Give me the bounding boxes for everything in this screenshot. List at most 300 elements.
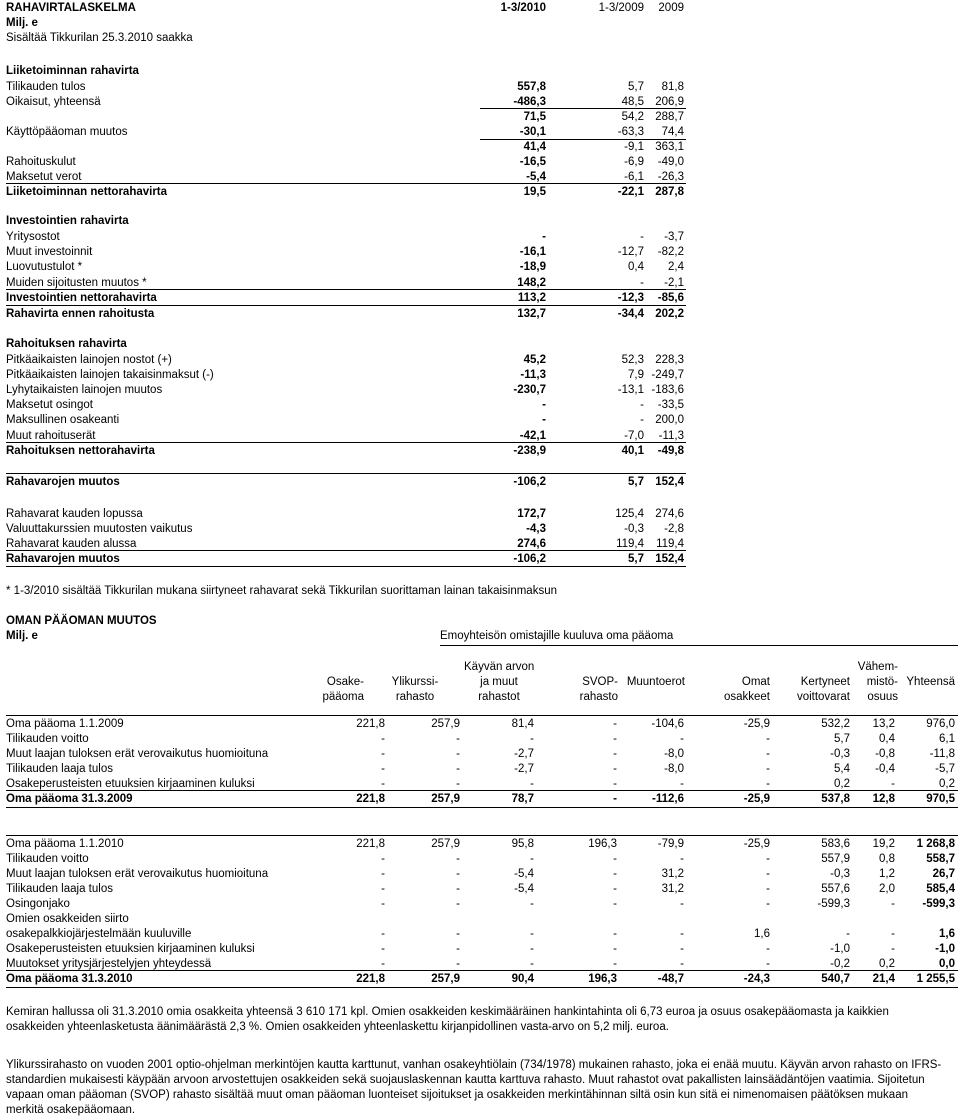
equity-cell: - [456, 943, 460, 955]
equity-cell: - [381, 733, 385, 745]
row-label: Muutokset yritysjärjestelyjen yhteydessä [6, 958, 212, 970]
row-label: Tilikauden tulos [6, 81, 86, 93]
value-2009q1: -13,1 [617, 384, 644, 396]
equity-cell: - [381, 853, 385, 865]
equity-cell: 0,2 [834, 778, 850, 790]
value-2009: 152,4 [655, 476, 684, 488]
equity-unit: Milj. e [6, 630, 38, 642]
equity-cell: 31,2 [661, 883, 684, 895]
equity-cell: -0,8 [875, 748, 895, 760]
row-label: Osakeperusteisten etuuksien kirjaaminen kuluksi [6, 778, 255, 790]
equity-cell: -0,3 [830, 748, 850, 760]
value-2010q1: 132,7 [517, 308, 546, 320]
value-2009q1: 7,9 [628, 369, 644, 381]
equity-cell: 5,7 [834, 733, 850, 745]
equity-row [0, 897, 960, 912]
value-2010q1: - [542, 414, 546, 426]
value-2009: 81,8 [661, 81, 684, 93]
value-2009q1: -22,1 [617, 186, 644, 198]
equity-group-header: Emoyhteisön omistajille kuuluva oma pääoma [440, 630, 674, 642]
row-label: Oma pääoma 1.1.2010 [6, 838, 124, 850]
cashflow-row [0, 230, 960, 245]
value-2009: 74,4 [661, 126, 684, 138]
report-note: Sisältää Tikkurilan 25.3.2010 saakka [6, 32, 193, 44]
value-2009q1: -34,4 [617, 308, 644, 320]
equity-cell: 583,6 [821, 838, 850, 850]
rule-line [6, 835, 958, 836]
value-2009: 206,9 [655, 96, 684, 108]
equity-cell: - [381, 898, 385, 910]
equity-cell: - [891, 778, 895, 790]
equity-column-header: SVOP- [582, 676, 618, 688]
value-2009: -33,5 [657, 399, 684, 411]
equity-cell: 585,4 [926, 883, 955, 895]
value-2009q1: - [640, 231, 644, 243]
row-label: Käyttöpääoman muutos [6, 126, 128, 138]
value-2009: 152,4 [655, 553, 684, 565]
equity-cell: 21,4 [872, 973, 895, 985]
equity-cell: 1 268,8 [916, 838, 955, 850]
equity-cell: - [456, 883, 460, 895]
value-2010q1: -106,2 [513, 553, 546, 565]
row-label: Tilikauden voitto [6, 733, 89, 745]
cashflow-row [0, 413, 960, 428]
equity-cell: 0,2 [939, 778, 955, 790]
equity-cell: 1,6 [754, 928, 770, 940]
equity-cell: -25,9 [743, 718, 770, 730]
row-label: Liiketoiminnan rahavirta [6, 65, 139, 77]
row-label: Lyhytaikaisten lainojen muutos [6, 384, 163, 396]
equity-cell: 221,8 [356, 838, 385, 850]
equity-cell: 557,6 [821, 883, 850, 895]
equity-cell: - [530, 928, 534, 940]
value-2009: 363,1 [655, 141, 684, 153]
equity-cell: -8,0 [664, 763, 684, 775]
value-2009: 287,8 [655, 186, 684, 198]
equity-column-header: Omat [741, 676, 770, 688]
cashflow-row [0, 353, 960, 368]
value-2009: 200,0 [655, 414, 684, 426]
report-title: RAHAVIRTALASKELMA [6, 2, 136, 14]
row-label: Rahoituksen rahavirta [6, 338, 127, 350]
equity-cell: - [456, 868, 460, 880]
value-2010q1: - [542, 399, 546, 411]
equity-column-header: Muuntoerot [626, 676, 685, 688]
equity-cell: 12,8 [872, 793, 895, 805]
rule-line [6, 715, 958, 716]
value-2009q1: -6,1 [624, 171, 644, 183]
cashflow-row [0, 110, 960, 125]
equity-row [0, 732, 960, 747]
row-label: Tilikauden voitto [6, 853, 89, 865]
equity-cell: - [530, 733, 534, 745]
equity-cell: - [456, 928, 460, 940]
row-label: Liiketoiminnan nettorahavirta [6, 186, 168, 198]
value-2009q1: 54,2 [621, 111, 644, 123]
equity-row [0, 837, 960, 852]
row-label: Omien osakkeiden siirto [6, 913, 129, 925]
equity-cell: 257,9 [431, 973, 460, 985]
cashflow-row [0, 155, 960, 170]
equity-cell: - [613, 868, 617, 880]
equity-cell: - [381, 928, 385, 940]
equity-cell: - [381, 958, 385, 970]
equity-cell: 2,0 [879, 883, 895, 895]
equity-cell: -79,9 [657, 838, 684, 850]
row-label: Maksetut osingot [6, 399, 93, 411]
value-2010q1: 45,2 [523, 354, 546, 366]
equity-cell: - [381, 943, 385, 955]
value-2009: 2,4 [668, 261, 684, 273]
value-2009q1: -7,0 [624, 430, 644, 442]
equity-cell: - [846, 928, 850, 940]
equity-row [0, 792, 960, 807]
equity-column-header: rahasto [579, 691, 618, 703]
equity-cell: - [680, 928, 684, 940]
value-2009q1: 125,4 [615, 508, 644, 520]
cashflow-footnote: * 1-3/2010 sisältää Tikkurilan mukana siirtyneet rahavarat sekä Tikkurilan suorittaman lainan takaisinmaksun [6, 585, 557, 597]
row-label: Oma pääoma 31.3.2009 [6, 793, 133, 805]
value-2010q1: -486,3 [513, 96, 546, 108]
value-2009q1: 40,1 [621, 445, 644, 457]
equity-cell: - [456, 763, 460, 775]
equity-cell: -8,0 [664, 748, 684, 760]
equity-cell: - [891, 943, 895, 955]
cashflow-row [0, 185, 960, 200]
equity-cell: - [381, 868, 385, 880]
cashflow-row [0, 64, 960, 79]
equity-cell: - [456, 958, 460, 970]
equity-cell: - [381, 778, 385, 790]
equity-cell: 221,8 [356, 793, 385, 805]
cashflow-row [0, 140, 960, 155]
value-2009q1: - [640, 277, 644, 289]
row-label: Investointien nettorahavirta [6, 292, 157, 304]
value-2010q1: -16,5 [519, 156, 546, 168]
value-2009: 119,4 [656, 538, 684, 550]
value-2009q1: - [640, 399, 644, 411]
equity-cell: - [613, 748, 617, 760]
row-label: Muut investoinnit [6, 246, 93, 258]
equity-cell: 257,9 [431, 793, 460, 805]
equity-cell: 537,8 [821, 793, 850, 805]
equity-column-header: osakkeet [723, 691, 770, 703]
value-2010q1: - [542, 231, 546, 243]
row-label: Oikaisut, yhteensä [6, 96, 101, 108]
row-label: Maksetut verot [6, 171, 82, 183]
value-2010q1: 113,2 [517, 292, 546, 304]
equity-cell: 0,4 [879, 733, 895, 745]
rule-line [6, 289, 686, 290]
equity-cell: 196,3 [588, 973, 617, 985]
equity-row [0, 927, 960, 942]
equity-cell: - [456, 748, 460, 760]
equity-cell: 540,7 [821, 973, 850, 985]
value-2010q1: -230,7 [513, 384, 546, 396]
equity-cell: 221,8 [356, 718, 385, 730]
cashflow-row [0, 214, 960, 229]
equity-cell: 0,8 [879, 853, 895, 865]
cashflow-row [0, 552, 960, 567]
value-2010q1: -106,2 [513, 476, 546, 488]
equity-row [0, 762, 960, 777]
equity-row [0, 957, 960, 972]
value-2009q1: 5,7 [628, 553, 644, 565]
equity-cell: - [891, 928, 895, 940]
equity-cell: - [766, 748, 770, 760]
equity-cell: - [680, 733, 684, 745]
equity-cell: 532,2 [821, 718, 850, 730]
value-2009: -183,6 [651, 384, 684, 396]
equity-cell: - [680, 943, 684, 955]
value-2009: 274,6 [655, 508, 684, 520]
equity-cell: - [766, 883, 770, 895]
equity-cell: 81,4 [511, 718, 534, 730]
equity-cell: -0,4 [875, 763, 895, 775]
equity-row [0, 852, 960, 867]
equity-cell: 0,2 [879, 958, 895, 970]
value-2009: -49,0 [657, 156, 684, 168]
value-2009: -85,6 [657, 292, 684, 304]
row-label: Rahoituskulut [6, 156, 76, 168]
value-2010q1: 148,2 [517, 277, 546, 289]
equity-column-header: Vähem- [857, 661, 898, 673]
value-2010q1: 41,4 [523, 141, 546, 153]
equity-cell: - [456, 733, 460, 745]
equity-cell: 31,2 [661, 868, 684, 880]
value-2010q1: 71,5 [523, 111, 546, 123]
rule-line [480, 139, 686, 140]
value-2010q1: -42,1 [519, 430, 546, 442]
cashflow-row [0, 291, 960, 306]
equity-row [0, 867, 960, 882]
rule-line [480, 108, 686, 109]
row-label: Rahoituksen nettorahavirta [6, 445, 155, 457]
equity-cell: - [766, 943, 770, 955]
equity-column-header: voittovarat [796, 691, 850, 703]
equity-column-header: rahasto [395, 691, 435, 703]
equity-title: OMAN PÄÄOMAN MUUTOS [6, 615, 157, 627]
report-unit: Milj. e [6, 17, 38, 29]
row-label: Muiden sijoitusten muutos * [6, 277, 147, 289]
equity-cell: - [613, 778, 617, 790]
row-label: Rahavarat kauden lopussa [6, 508, 143, 520]
row-label: Muut laajan tuloksen erät verovaikutus huomioituna [6, 868, 269, 880]
value-2009: 202,2 [655, 308, 684, 320]
col-header-2010: 1-3/2010 [500, 2, 546, 14]
equity-cell: -2,7 [514, 763, 534, 775]
equity-cell: - [530, 943, 534, 955]
equity-cell: 1 255,5 [916, 973, 955, 985]
equity-cell: -0,2 [830, 958, 850, 970]
equity-cell: - [766, 778, 770, 790]
equity-row [0, 912, 960, 927]
value-2010q1: -5,4 [526, 171, 546, 183]
equity-cell: - [766, 853, 770, 865]
rule-line [440, 645, 958, 646]
cashflow-row [0, 80, 960, 95]
row-label: Pitkäaikaisten lainojen nostot (+) [6, 354, 172, 366]
value-2009q1: 0,4 [628, 261, 644, 273]
equity-cell: - [766, 763, 770, 775]
equity-column-header: ja muut [480, 676, 518, 688]
cashflow-row [0, 398, 960, 413]
equity-cell: 196,3 [588, 838, 617, 850]
equity-cell: - [381, 763, 385, 775]
equity-column-header: Käyvän arvon [464, 661, 535, 673]
equity-cell: - [613, 883, 617, 895]
value-2009: -249,7 [651, 369, 684, 381]
equity-cell: -2,7 [514, 748, 534, 760]
equity-cell: 5,4 [834, 763, 850, 775]
equity-cell: - [530, 958, 534, 970]
equity-column-header: rahastot [478, 691, 520, 703]
cashflow-row [0, 507, 960, 522]
equity-column-header: Ylikurssi- [391, 676, 439, 688]
cashflow-row [0, 337, 960, 352]
cashflow-row [0, 307, 960, 322]
equity-cell: - [613, 718, 617, 730]
row-label: Maksullinen osakeanti [6, 414, 120, 426]
equity-column-header: mistö- [866, 676, 898, 688]
equity-row [0, 747, 960, 762]
value-2009q1: -12,7 [617, 246, 644, 258]
equity-cell: -48,7 [657, 973, 684, 985]
value-2010q1: 19,5 [523, 186, 546, 198]
equity-cell: - [613, 958, 617, 970]
equity-cell: 78,7 [511, 793, 534, 805]
cashflow-row [0, 245, 960, 260]
rule-line [6, 473, 686, 474]
equity-row [0, 942, 960, 957]
row-label: Oma pääoma 1.1.2009 [6, 718, 124, 730]
equity-column-header: pääoma [322, 691, 364, 703]
value-2010q1: -30,1 [519, 126, 546, 138]
value-2009q1: 5,7 [628, 81, 644, 93]
equity-column-header: Yhteensä [906, 676, 955, 688]
equity-cell: 557,9 [821, 853, 850, 865]
equity-cell: - [613, 763, 617, 775]
equity-cell: - [766, 733, 770, 745]
value-2009: -2,8 [664, 523, 684, 535]
value-2010q1: -11,3 [520, 369, 546, 381]
value-2009q1: - [640, 414, 644, 426]
row-label: Muut rahoituserät [6, 430, 96, 442]
equity-cell: -5,4 [514, 883, 534, 895]
equity-cell: 970,5 [926, 793, 955, 805]
equity-cell: 0,0 [939, 958, 955, 970]
row-label: Oma pääoma 31.3.2010 [6, 973, 133, 985]
equity-cell: -0,3 [830, 868, 850, 880]
row-label: Rahavarojen muutos [6, 476, 120, 488]
equity-cell: 90,4 [511, 973, 534, 985]
value-2009: -11,3 [658, 430, 684, 442]
equity-cell: - [766, 868, 770, 880]
cashflow-row [0, 383, 960, 398]
row-label: Rahavarat kauden alussa [6, 538, 137, 550]
value-2009: -2,1 [664, 277, 684, 289]
equity-column-header: osuus [867, 691, 898, 703]
value-2009q1: -63,3 [617, 126, 644, 138]
value-2009q1: -0,3 [624, 523, 644, 535]
rule-line [6, 183, 686, 184]
rule-line [6, 987, 958, 988]
value-2009: -49,8 [657, 445, 684, 457]
equity-column-header: Kertyneet [800, 676, 850, 688]
equity-cell: -599,3 [922, 898, 955, 910]
row-label: Muut laajan tuloksen erät verovaikutus huomioituna [6, 748, 269, 760]
cashflow-row [0, 522, 960, 537]
equity-cell: -599,3 [817, 898, 850, 910]
value-2010q1: 557,8 [517, 81, 546, 93]
row-label: Valuuttakurssien muutosten vaikutus [6, 523, 193, 535]
rule-line [6, 807, 958, 808]
equity-cell: - [680, 778, 684, 790]
equity-cell: - [766, 958, 770, 970]
equity-row [0, 972, 960, 987]
reserves-note: Ylikurssirahasto on vuoden 2001 optio-ohjelman merkintöjen kautta karttunut, vanhan osakeyhtiölain (734/1978) mukainen rahasto, joka ei enää muutu. Käyvän arvon rahasto on IFRS-standardien mukaisesti käypään arvoon arvostettujen osakkeiden sekä suojauslaskennan kautta karttuva rahasto. Muut rahastot ovat pakallisten lainsäädäntöjen vaatimia. Sijoitetun vapaan oman pääoman (SVOP) rahasto sisältää muut oman pääoman luonteiset sijoitukset ja osakkeiden merkintähinnan siltä osin kun sitä ei nimenomaisen päätöksen mukaan merkitä osakepääomaan. [6, 1059, 942, 1116]
row-label: Tilikauden laaja tulos [6, 883, 113, 895]
equity-cell: - [381, 883, 385, 895]
equity-cell: 6,1 [939, 733, 955, 745]
equity-cell: - [456, 778, 460, 790]
value-2009: -3,7 [664, 231, 684, 243]
equity-cell: 19,2 [872, 838, 895, 850]
value-2009: -26,3 [657, 171, 684, 183]
equity-cell: - [381, 748, 385, 760]
equity-cell: -1,0 [935, 943, 955, 955]
equity-cell: - [456, 898, 460, 910]
equity-cell: - [766, 898, 770, 910]
equity-cell: - [613, 793, 617, 805]
equity-row [0, 717, 960, 732]
equity-cell: - [613, 943, 617, 955]
cashflow-row [0, 444, 960, 459]
rule-line [6, 305, 686, 306]
equity-row [0, 777, 960, 792]
col-header-2009q: 1-3/2009 [598, 2, 644, 14]
cashflow-row [0, 475, 960, 490]
equity-cell: -24,3 [743, 973, 770, 985]
equity-cell: 26,7 [932, 868, 955, 880]
value-2009q1: 119,4 [616, 538, 644, 550]
value-2010q1: -4,3 [526, 523, 546, 535]
row-label: Rahavarojen muutos [6, 553, 120, 565]
value-2009q1: -9,1 [624, 141, 644, 153]
equity-cell: - [530, 853, 534, 865]
equity-cell: - [680, 853, 684, 865]
equity-cell: -25,9 [743, 793, 770, 805]
equity-cell: - [456, 853, 460, 865]
value-2010q1: -238,9 [513, 445, 546, 457]
equity-cell: -11,8 [929, 748, 955, 760]
equity-cell: - [891, 898, 895, 910]
row-label: Tilikauden laaja tulos [6, 763, 113, 775]
equity-cell: - [613, 853, 617, 865]
equity-cell: -1,0 [830, 943, 850, 955]
equity-cell: - [530, 898, 534, 910]
row-label: Rahavirta ennen rahoitusta [6, 308, 155, 320]
row-label: osakepalkkiojärjestelmään kuuluville [6, 928, 192, 940]
value-2009q1: 5,7 [628, 476, 644, 488]
value-2010q1: 274,6 [517, 538, 546, 550]
row-label: Osingonjako [6, 898, 70, 910]
rule-line [6, 566, 686, 567]
row-label: Yritysostot [6, 231, 60, 243]
value-2009q1: 48,5 [621, 96, 644, 108]
equity-cell: -25,9 [743, 838, 770, 850]
equity-cell: 221,8 [356, 973, 385, 985]
